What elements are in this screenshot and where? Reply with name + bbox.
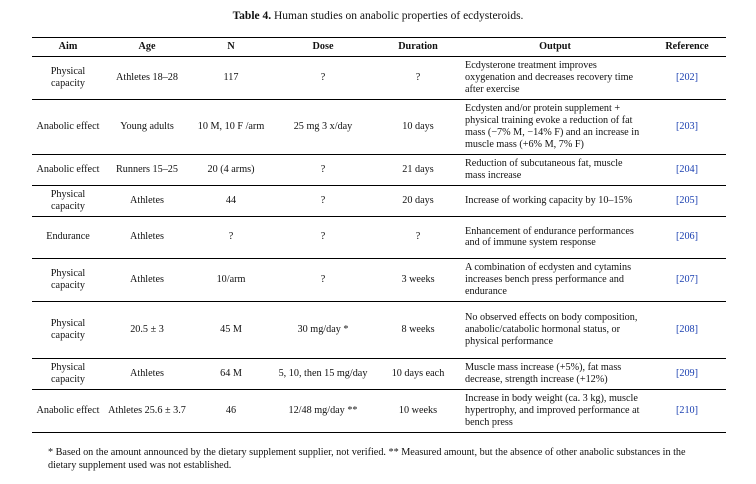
header-duration: Duration	[374, 38, 462, 57]
cell-age: 20.5 ± 3	[104, 301, 190, 358]
header-output: Output	[462, 38, 648, 57]
cell-dose: 30 mg/day *	[272, 301, 374, 358]
cell-duration: 10 days each	[374, 358, 462, 389]
cell-n: 10 M, 10 F /arm	[190, 99, 272, 154]
cell-n: ?	[190, 216, 272, 258]
cell-aim: Physical capacity	[32, 258, 104, 301]
table-row	[32, 154, 726, 185]
cell-output: Increase in body weight (ca. 3 kg), muscle hypertrophy, and improved performance at bench press	[462, 389, 648, 432]
cell-duration: ?	[374, 56, 462, 99]
cell-duration: ?	[374, 216, 462, 258]
table-row	[32, 358, 726, 389]
cell-duration: 21 days	[374, 154, 462, 185]
cell-output: Increase of working capacity by 10–15%	[462, 185, 648, 216]
cell-aim: Physical capacity	[32, 358, 104, 389]
cell-dose: 5, 10, then 15 mg/day	[272, 358, 374, 389]
cell-aim: Endurance	[32, 216, 104, 258]
table-row	[32, 301, 726, 358]
header-dose: Dose	[272, 38, 374, 57]
cell-aim: Anabolic effect	[32, 99, 104, 154]
cell-n: 46	[190, 389, 272, 432]
cell-aim: Anabolic effect	[32, 389, 104, 432]
caption-text: Human studies on anabolic properties of ecdysteroids.	[274, 10, 524, 22]
cell-output: Muscle mass increase (+5%), fat mass decrease, strength increase (+12%)	[462, 358, 648, 389]
cell-age: Young adults	[104, 99, 190, 154]
cell-output: Ecdysten and/or protein supplement + physical training evoke a reduction of fat mass (−7% M, −14% F) and an increase in muscle mass (+6% M, 7% F)	[462, 99, 648, 154]
table-row	[32, 56, 726, 99]
table-caption	[0, 10, 756, 22]
studies-table	[32, 37, 726, 433]
cell-dose: ?	[272, 258, 374, 301]
cell-dose: 12/48 mg/day **	[272, 389, 374, 432]
cell-dose: ?	[272, 56, 374, 99]
cell-duration: 3 weeks	[374, 258, 462, 301]
cell-reference-link[interactable]: [202]	[648, 56, 726, 99]
table-footnote: * Based on the amount announced by the dietary supplement supplier, not verified. ** Measured amount, but the absence of other anabolic substances in the dietary supplement used was not established.	[48, 447, 686, 471]
cell-n: 45 M	[190, 301, 272, 358]
cell-output: Ecdysterone treatment improves oxygenation and decreases recovery time after exercise	[462, 56, 648, 99]
cell-age: Athletes 18–28	[104, 56, 190, 99]
header-age: Age	[104, 38, 190, 57]
table-row	[32, 99, 726, 154]
cell-dose: ?	[272, 216, 374, 258]
cell-duration: 10 weeks	[374, 389, 462, 432]
cell-output: No observed effects on body composition, anabolic/catabolic hormonal status, or physical performance	[462, 301, 648, 358]
cell-output: Reduction of subcutaneous fat, muscle mass increase	[462, 154, 648, 185]
cell-age: Athletes	[104, 358, 190, 389]
cell-reference-link[interactable]: [206]	[648, 216, 726, 258]
table-row	[32, 185, 726, 216]
cell-aim: Physical capacity	[32, 301, 104, 358]
cell-aim: Anabolic effect	[32, 154, 104, 185]
cell-age: Athletes	[104, 216, 190, 258]
table-row	[32, 258, 726, 301]
cell-duration: 8 weeks	[374, 301, 462, 358]
header-n: N	[190, 38, 272, 57]
cell-dose: ?	[272, 154, 374, 185]
cell-age: Athletes	[104, 258, 190, 301]
caption-label: Table 4.	[232, 10, 272, 22]
cell-n: 44	[190, 185, 272, 216]
cell-reference-link[interactable]: [208]	[648, 301, 726, 358]
cell-n: 64 M	[190, 358, 272, 389]
cell-reference-link[interactable]: [205]	[648, 185, 726, 216]
cell-dose: 25 mg 3 x/day	[272, 99, 374, 154]
cell-n: 20 (4 arms)	[190, 154, 272, 185]
cell-reference-link[interactable]: [207]	[648, 258, 726, 301]
header-row	[32, 38, 726, 57]
cell-reference-link[interactable]: [204]	[648, 154, 726, 185]
cell-duration: 10 days	[374, 99, 462, 154]
cell-output: A combination of ecdysten and cytamins increases bench press performance and endurance	[462, 258, 648, 301]
cell-reference-link[interactable]: [209]	[648, 358, 726, 389]
cell-n: 10/arm	[190, 258, 272, 301]
table-row	[32, 389, 726, 432]
cell-reference-link[interactable]: [203]	[648, 99, 726, 154]
table-row	[32, 216, 726, 258]
cell-aim: Physical capacity	[32, 56, 104, 99]
cell-n: 117	[190, 56, 272, 99]
cell-age: Athletes 25.6 ± 3.7	[104, 389, 190, 432]
cell-age: Athletes	[104, 185, 190, 216]
header-reference: Reference	[648, 38, 726, 57]
header-aim: Aim	[32, 38, 104, 57]
cell-output: Enhancement of endurance performances and of immune system response	[462, 216, 648, 258]
cell-reference-link[interactable]: [210]	[648, 389, 726, 432]
cell-age: Runners 15–25	[104, 154, 190, 185]
cell-duration: 20 days	[374, 185, 462, 216]
cell-dose: ?	[272, 185, 374, 216]
cell-aim: Physical capacity	[32, 185, 104, 216]
